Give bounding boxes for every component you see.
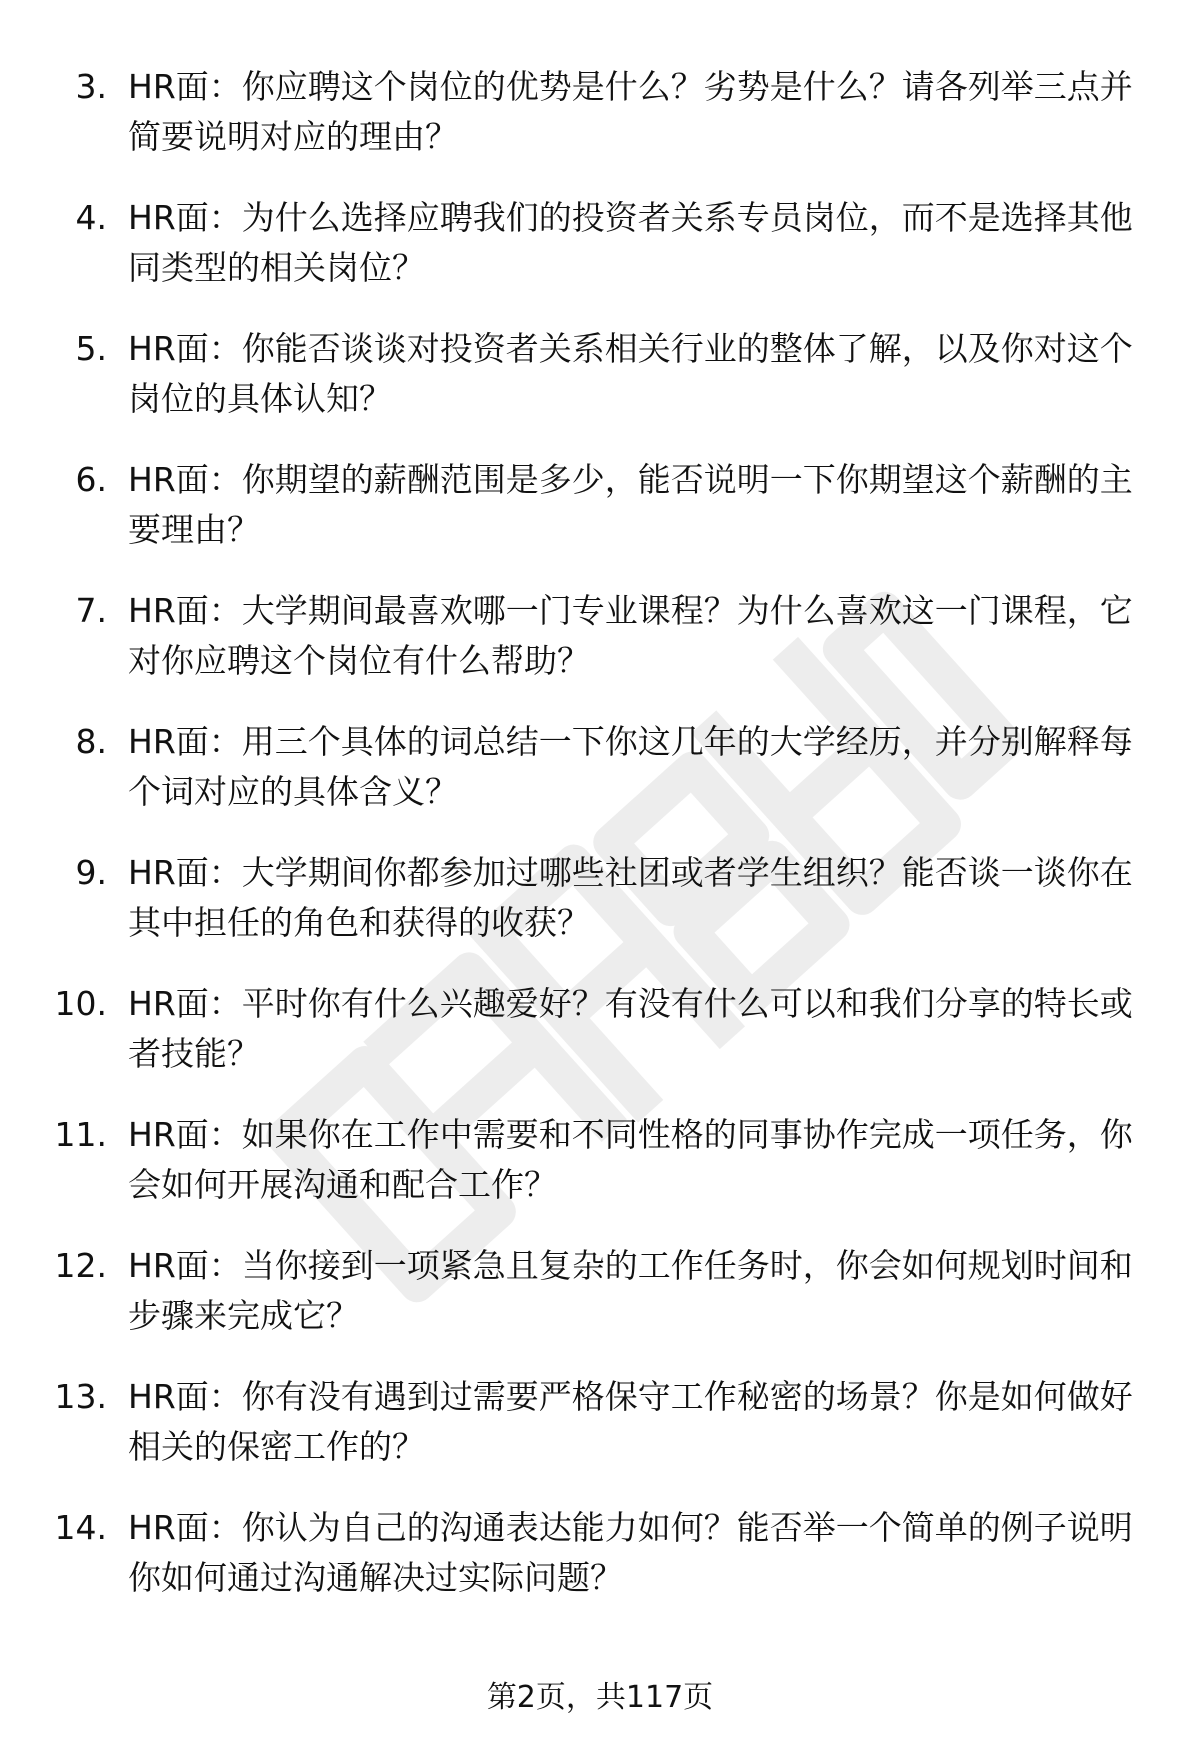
question-item [0,717,1200,848]
question-item [0,193,1200,324]
question-item [0,586,1200,717]
question-text: HR面：你认为自己的沟通表达能力如何？能否举一个简单的例子说明你如何通过沟通解决过实际问题？ [128,1508,1133,1597]
question-text: HR面：用三个具体的词总结一下你这几年的大学经历，并分别解释每个词对应的具体含义？ [128,722,1133,811]
question-text: HR面：你应聘这个岗位的优势是什么？劣势是什么？请各列举三点并简要说明对应的理由？ [128,67,1133,156]
question-number: 6. [75,460,107,499]
question-number: 9. [75,853,107,892]
question-number: 13. [54,1377,107,1416]
question-item [0,1110,1200,1241]
question-number: 8. [75,722,107,761]
question-text: HR面：你期望的薪酬范围是多少，能否说明一下你期望这个薪酬的主要理由？ [128,460,1133,549]
question-number: 12. [54,1246,107,1285]
question-number: 7. [75,591,107,630]
question-text: HR面：你能否谈谈对投资者关系相关行业的整体了解，以及你对这个岗位的具体认知？ [128,329,1133,418]
question-item [0,1241,1200,1372]
question-text: HR面：大学期间最喜欢哪一门专业课程？为什么喜欢这一门课程，它对你应聘这个岗位有什么帮助？ [128,591,1133,680]
question-item [0,62,1200,193]
question-number: 3. [75,67,107,106]
question-text: HR面：你有没有遇到过需要严格保守工作秘密的场景？你是如何做好相关的保密工作的？ [128,1377,1133,1466]
question-item [0,455,1200,586]
question-item [0,1372,1200,1503]
question-number: 11. [54,1115,107,1154]
page-number-footer: 第2页，共117页 [486,1680,714,1715]
question-list [0,62,1200,1634]
question-text: HR面：平时你有什么兴趣爱好？有没有什么可以和我们分享的特长或者技能？ [128,984,1133,1073]
question-text: HR面：大学期间你都参加过哪些社团或者学生组织？能否谈一谈你在其中担任的角色和获得的收获？ [128,853,1133,942]
question-item [0,324,1200,455]
question-item [0,979,1200,1110]
question-number: 14. [54,1508,107,1547]
question-item [0,1503,1200,1634]
question-text: HR面：如果你在工作中需要和不同性格的同事协作完成一项任务，你会如何开展沟通和配合工作？ [128,1115,1133,1204]
question-text: HR面：为什么选择应聘我们的投资者关系专员岗位，而不是选择其他同类型的相关岗位？ [128,198,1133,287]
question-number: 5. [75,329,107,368]
question-text: HR面：当你接到一项紧急且复杂的工作任务时，你会如何规划时间和步骤来完成它？ [128,1246,1133,1335]
question-number: 4. [75,198,107,237]
question-item [0,848,1200,979]
question-number: 10. [54,984,107,1023]
